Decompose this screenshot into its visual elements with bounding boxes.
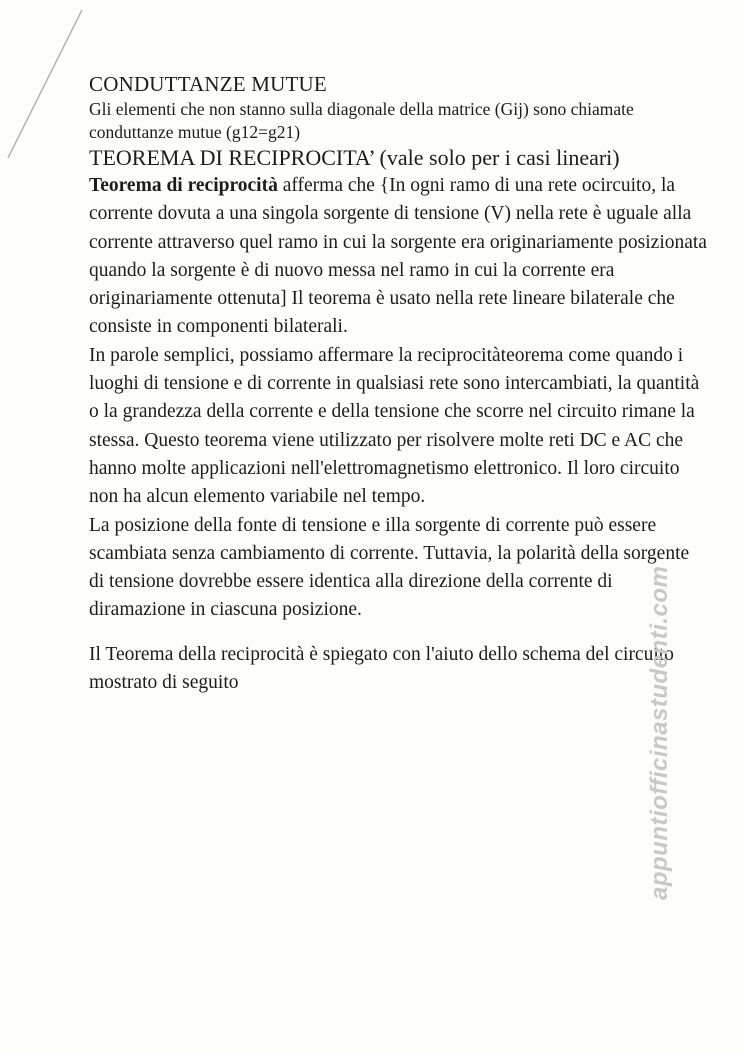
watermark-text: appuntiofficinastudenti.com bbox=[646, 565, 673, 900]
paragraph-gap bbox=[89, 625, 709, 641]
heading-teorema-reciprocita: TEOREMA DI RECIPROCITA’ (vale solo per i casi lineari) bbox=[89, 145, 620, 170]
document-body bbox=[89, 70, 709, 697]
paragraph-circuit-intro: Il Teorema della reciprocità è spiegato con l'aiuto dello schema del circuito mostrato di seguito bbox=[89, 643, 674, 694]
paragraph-polarity: La posizione della fonte di tensione e illa sorgente di corrente può essere scambiata senza cambiamento di corrente. Tuttavia, la polarità della sorgente di tensione dovrebbe essere identica alla direzione della corrente di diramazione in ciascuna posizione. bbox=[89, 514, 690, 621]
paragraph-definition bbox=[89, 172, 709, 342]
definition-text: afferma che {In ogni ramo di una rete ocircuito, la corrente dovuta a una singola sorgente di tensione (V) nella rete è uguale alla corrente attraverso quel ramo in cui la sorgente era originariamente posizionata quando la sorgente è di nuovo messa nel ramo in cui la corrente era originariamente ottenuta] Il teorema è usato nella rete lineare bilaterale che consiste in componenti bilaterali. bbox=[89, 175, 707, 338]
paragraph-conduttanze-mutue: Gli elementi che non stanno sulla diagonale della matrice (Gij) sono chiamate conduttanze mutue (g12=g21) bbox=[89, 99, 634, 142]
heading-conduttanze-mutue: CONDUTTANZE MUTUE bbox=[89, 72, 327, 96]
term-bold: Teorema di reciprocità bbox=[89, 175, 278, 196]
paragraph-simple-words: In parole semplici, possiamo affermare la reciprocitàteorema come quando i luoghi di tensione e di corrente in qualsiasi rete sono intercambiati, la quantità o la grandezza della corrente e della tensione che scorre nel circuito rimane la stessa. Questo teorema viene utilizzato per risolvere molte reti DC e AC che hanno molte applicazioni nell'elettromagnetismo elettronico. Il loro circuito non ha alcun elemento variabile nel tempo. bbox=[89, 344, 700, 508]
